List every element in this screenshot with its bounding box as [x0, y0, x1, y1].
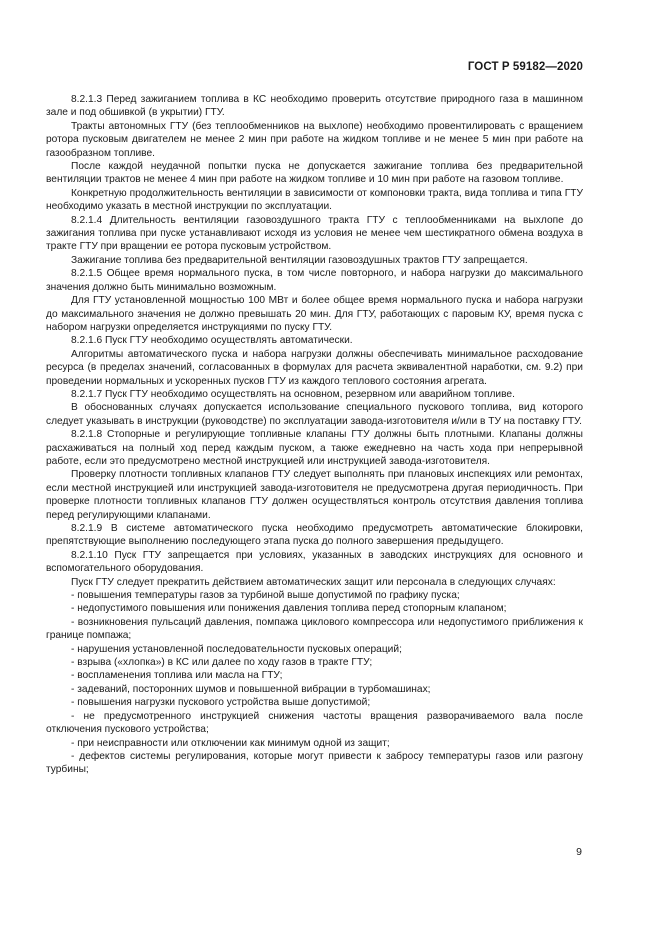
paragraph: Конкретную продолжительность вентиляции в зависимости от компоновки тракта, вида топлива и типа ГТУ необходимо указать в местной инструкции по эксплуатации. — [46, 187, 583, 213]
list-item: - повышения температуры газов за турбиной выше допустимой по графику пуска; — [71, 590, 460, 602]
page-number: 9 — [576, 846, 582, 858]
paragraph: Пуск ГТУ следует прекратить действием автоматических защит или персонала в следующих случаях: — [71, 576, 556, 588]
list-item: - при неисправности или отключении как минимум одной из защит; — [71, 737, 390, 749]
list-item: - взрыва («хлопка») в КС или далее по ходу газов в тракте ГТУ; — [71, 657, 373, 669]
document-code-header: ГОСТ Р 59182—2020 — [467, 61, 583, 73]
list-item: - не предусмотренного инструкцией снижения частоты вращения разворачиваемого вала после отключения пускового устройства; — [46, 710, 583, 736]
paragraph: Тракты автономных ГТУ (без теплообменников на выхлопе) необходимо провентилировать с вращением ротора пусковым двигателем не менее 2 мин при работе на жидком топливе и не менее 5 мин при работе на газообразном топливе. — [46, 120, 583, 159]
paragraph: После каждой неудачной попытки пуска не допускается зажигание топлива без предварительной вентиляции трактов не менее 4 мин при работе на жидком топливе и 10 мин при работе на газовом топливе. — [46, 161, 583, 186]
paragraph: Алгоритмы автоматического пуска и набора нагрузки должны обеспечивать минимальное расходование ресурса (в пределах значений, согласованных в формулах для расчета эквивалентной наработки, см. 9.2) при проведении нормальных и ускоренных пусков ГТУ из каждого теплового состояния агрегата. — [46, 348, 583, 387]
list-item: - нарушения установленной последовательности пусковых операций; — [71, 643, 402, 655]
paragraph: 8.2.1.5 Общее время нормального пуска, в том числе повторного, и набора нагрузки до максимального значения должно быть минимально возможным. — [46, 268, 583, 293]
paragraph: Для ГТУ установленной мощностью 100 МВт и более общее время нормального пуска и набора нагрузки до максимального значения не должно превышать 20 мин. Для ГТУ, работающих с паровым КУ, время пуска с набором нагрузки определяется инструкциями по пуску ГТУ. — [46, 295, 583, 333]
paragraph: 8.2.1.9 В системе автоматического пуска необходимо предусмотреть автоматические блокировки, препятствующие выполнению последующего этапа пуска до полного завершения предыдущего. — [46, 523, 583, 548]
paragraph: 8.2.1.8 Стопорные и регулирующие топливные клапаны ГТУ должны быть плотными. Клапаны должны расхаживаться на полный ход перед каждым пуском, а также ежедневно на часть хода при непрерывной работе, если это предусмотрено местной инструкцией или инструкцией завода-изготовителя. — [46, 429, 583, 467]
list-item: - повышения нагрузки пускового устройства выше допустимой; — [71, 697, 371, 709]
paragraph: 8.2.1.3 Перед зажиганием топлива в КС необходимо проверить отсутствие природного газа в машинном зале и под обшивкой (в укрытии) ГТУ. — [46, 94, 583, 119]
paragraph: В обоснованных случаях допускается использование специального пускового топлива, вид которого следует указывать в инструкции (руководстве) по эксплуатации завода-изготовителя и/или в ТУ на поставку ГТУ. — [46, 402, 583, 427]
paragraph: Зажигание топлива без предварительной вентиляции газовоздушных трактов ГТУ запрещается. — [71, 254, 528, 266]
stop-conditions-list — [46, 589, 583, 777]
list-item: - задеваний, посторонних шумов и повышенной вибрации в турбомашинах; — [71, 683, 431, 695]
list-item: - недопустимого повышения или понижения давления топлива перед стопорным клапаном; — [71, 603, 507, 615]
list-item: - воспламенения топлива или масла на ГТУ; — [71, 670, 283, 682]
paragraph: 8.2.1.4 Длительность вентиляции газовоздушного тракта ГТУ с теплообменниками на выхлопе до зажигания топлива при пуске устанавливают исходя из условия не менее чем шестикратного обмена воздуха в тракте ГТУ при вращении ее ротора пусковым устройством. — [46, 214, 583, 253]
paragraph: 8.2.1.10 Пуск ГТУ запрещается при условиях, указанных в заводских инструкциях для основного и вспомогательного оборудования. — [46, 549, 583, 575]
paragraph: 8.2.1.6 Пуск ГТУ необходимо осуществлять автоматически. — [71, 335, 353, 347]
paragraph: 8.2.1.7 Пуск ГТУ необходимо осуществлять на основном, резервном или аварийном топливе. — [71, 388, 515, 400]
paragraph: Проверку плотности топливных клапанов ГТУ следует выполнять при плановых инспекциях или ремонтах, если местной инструкцией или инструкцией завода-изготовителя не предусмотрена другая периодичность. При проверке плотности топливных клапанов ГТУ должен осуществляться контроль отсутствия давления топлива перед регулирующими клапанами. — [46, 469, 583, 521]
list-item: - возникновения пульсаций давления, помпажа циклового компрессора или недопустимого приближения к границе помпажа; — [46, 616, 583, 642]
list-item: - дефектов системы регулирования, которые могут привести к забросу температуры газов или разгону турбины; — [46, 750, 583, 776]
page-body — [46, 93, 583, 777]
